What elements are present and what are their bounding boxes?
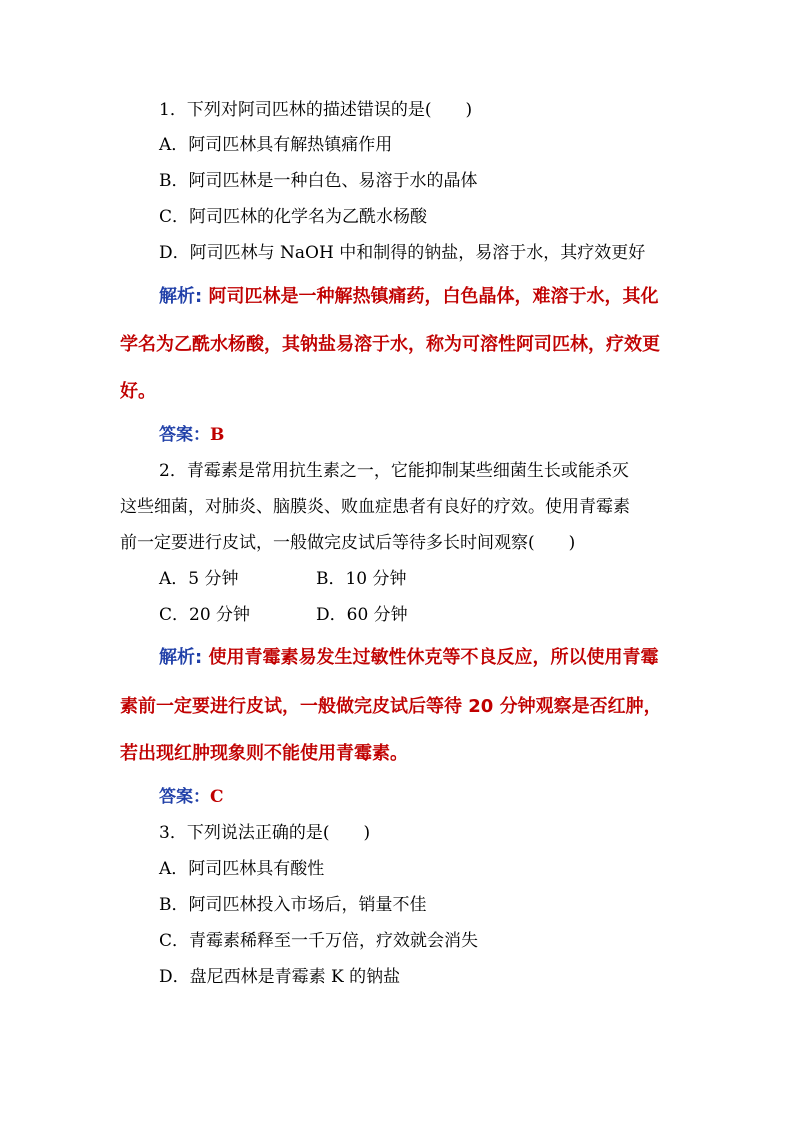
- q1-analysis-line-3: 好。: [120, 381, 156, 402]
- q3-option-c: C．青霉素稀释至一千万倍，疗效就会消失: [159, 931, 479, 951]
- q2-option-d: D．60 分钟: [316, 605, 408, 625]
- q2-analysis-line-2: 素前一定要进行皮试，一般做完皮试后等待 20 分钟观察是否红肿，: [120, 696, 662, 717]
- q1-option-b: B．阿司匹林是一种白色、易溶于水的晶体: [159, 171, 478, 191]
- q3-option-b: B．阿司匹林投入市场后，销量不佳: [159, 895, 427, 915]
- q1-analysis-text-1: 阿司匹林是一种解热镇痛药，白色晶体，难溶于水，其化: [208, 286, 659, 307]
- q2-analysis-tag: 解析:: [159, 647, 203, 668]
- q2-stem-line-1: 2．青霉素是常用抗生素之一，它能抑制某些细菌生长或能杀灭: [159, 461, 629, 481]
- q2-answer: [159, 786, 224, 808]
- q1-answer-value: B: [210, 425, 225, 445]
- q1-analysis-tag: 解析:: [159, 286, 203, 307]
- q3-option-a: A．阿司匹林具有酸性: [159, 859, 325, 879]
- q2-analysis-text-1: 使用青霉素易发生过敏性休克等不良反应，所以使用青霉: [208, 647, 659, 668]
- q1-answer: [159, 424, 224, 446]
- q2-stem-line-2: 这些细菌，对肺炎、脑膜炎、败血症患者有良好的疗效。使用青霉素: [120, 497, 630, 517]
- q2-option-a: A．5 分钟: [159, 569, 239, 589]
- q1-option-d: D．阿司匹林与 NaOH 中和制得的钠盐，易溶于水，其疗效更好: [159, 243, 646, 263]
- q1-option-a: A．阿司匹林具有解热镇痛作用: [159, 135, 393, 155]
- q1-option-c: C．阿司匹林的化学名为乙酰水杨酸: [159, 207, 428, 227]
- q1-analysis-line-2: 学名为乙酰水杨酸，其钠盐易溶于水，称为可溶性阿司匹林，疗效更: [120, 334, 660, 355]
- q2-stem-line-3: 前一定要进行皮试，一般做完皮试后等待多长时间观察( ): [120, 533, 576, 553]
- q2-analysis-line-3: 若出现红肿现象则不能使用青霉素。: [120, 743, 408, 764]
- q1-stem: 1．下列对阿司匹林的描述错误的是( ): [159, 100, 473, 120]
- q3-option-d: D．盘尼西林是青霉素 K 的钠盐: [159, 967, 401, 987]
- q3-stem: 3．下列说法正确的是( ): [159, 823, 371, 843]
- q2-option-c: C．20 分钟: [159, 605, 251, 625]
- q1-answer-tag: 答案：: [159, 425, 210, 445]
- q2-option-b: B．10 分钟: [316, 569, 407, 589]
- q1-analysis-line-1: [159, 285, 658, 309]
- q2-analysis-line-1: [159, 646, 658, 670]
- q2-answer-tag: 答案：: [159, 787, 210, 807]
- q2-answer-value: C: [210, 787, 224, 807]
